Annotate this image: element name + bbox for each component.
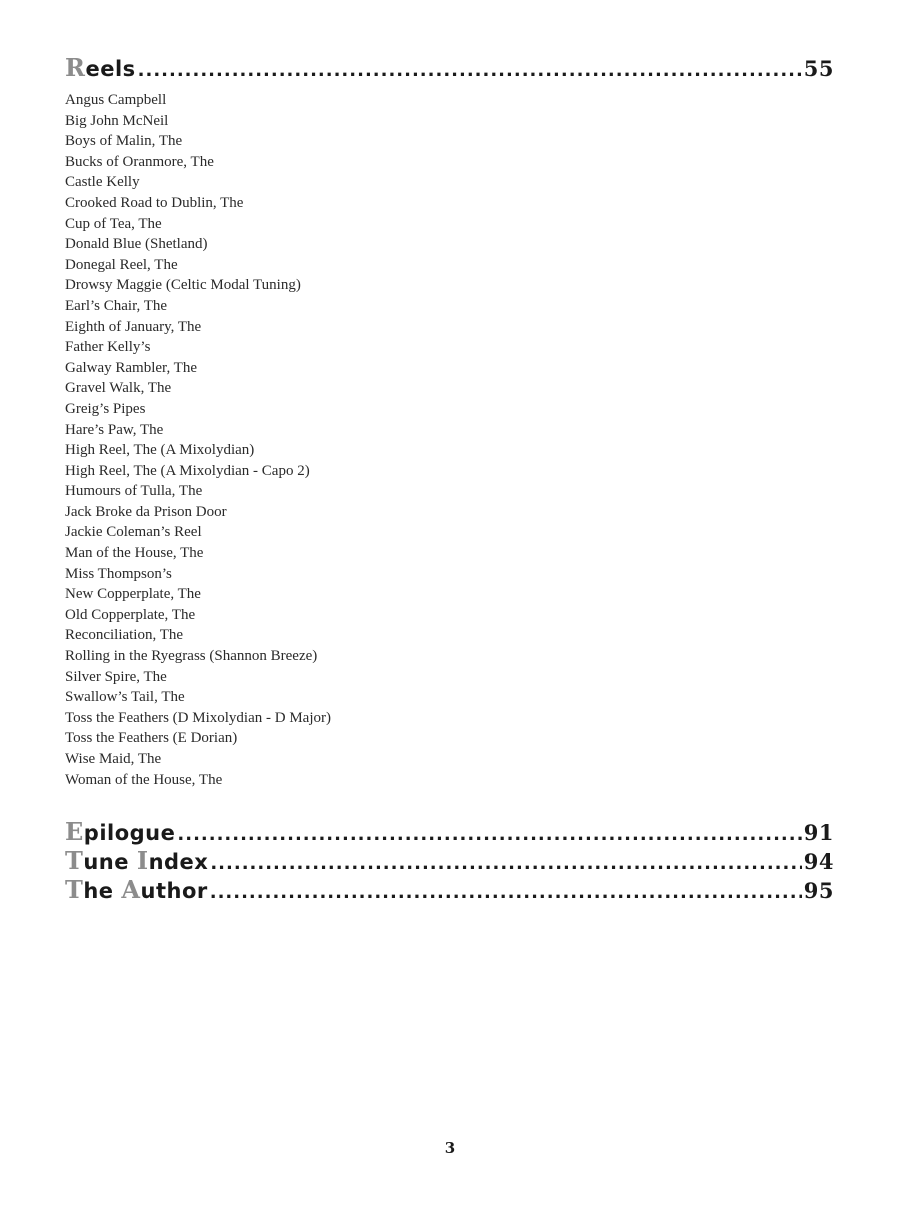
section-page-reels: 55 (803, 56, 834, 81)
tune-list-item[interactable]: Eighth of January, The (65, 318, 202, 335)
tune-list-item[interactable]: Jackie Coleman’s Reel (65, 524, 202, 541)
reels-tune-list (65, 90, 331, 790)
tune-list-item[interactable]: Swallow’s Tail, The (65, 689, 185, 706)
dot-leader (210, 855, 801, 873)
tune-list-item[interactable]: Woman of the House, The (65, 771, 223, 788)
tune-list-item[interactable]: Toss the Feathers (E Dorian) (65, 730, 238, 747)
tune-list-item[interactable]: Miss Thompson’s (65, 565, 172, 582)
tune-list-item[interactable]: Father Kelly’s (65, 339, 151, 356)
tune-list-item[interactable]: Wise Maid, The (65, 751, 162, 767)
section-page-tune-index: 94 (803, 849, 834, 874)
toc-entry-epilogue[interactable] (65, 817, 834, 846)
tune-list-item[interactable]: Greig’s Pipes (65, 400, 146, 417)
tune-list-item[interactable]: Bucks of Oranmore, The (65, 153, 214, 170)
page-number: 3 (444, 1139, 456, 1157)
section-title-epilogue: Epilogue (65, 817, 176, 846)
section-title-reels: Reels (65, 53, 136, 82)
section-title-the-author: The Author (65, 875, 208, 904)
tune-list-item[interactable]: Donald Blue (Shetland) (65, 236, 208, 253)
section-page-the-author: 95 (803, 878, 834, 903)
tune-list-item[interactable]: Crooked Road to Dublin, The (65, 194, 244, 211)
tune-list-item[interactable]: Castle Kelly (65, 174, 140, 191)
tune-list-item[interactable]: Hare’s Paw, The (65, 421, 164, 438)
tune-list-item[interactable]: Drowsy Maggie (Celtic Modal Tuning) (65, 277, 301, 294)
section-page-epilogue: 91 (803, 820, 834, 845)
tune-list-item[interactable]: Donegal Reel, The (65, 256, 178, 273)
tune-list-item[interactable]: Reconciliation, The (65, 627, 184, 644)
tune-list-item[interactable]: Gravel Walk, The (65, 380, 172, 397)
tune-list-item[interactable]: Earl’s Chair, The (65, 297, 168, 314)
toc-entry-tune-index[interactable] (65, 846, 834, 875)
tune-list-item[interactable]: Rolling in the Ryegrass (Shannon Breeze) (65, 648, 318, 665)
tune-list-item[interactable]: Angus Campbell (65, 92, 167, 108)
toc-entry-the-author[interactable] (65, 875, 834, 904)
tune-list-item[interactable]: High Reel, The (A Mixolydian) (65, 442, 255, 459)
tune-list-item[interactable]: Big John McNeil (65, 112, 169, 129)
dot-leader (138, 62, 802, 80)
toc-entry-reels[interactable] (65, 53, 834, 82)
tune-list-item[interactable]: Toss the Feathers (D Mixolydian - D Major) (65, 709, 331, 726)
tune-list-item[interactable]: Man of the House, The (65, 545, 204, 562)
tune-list-item[interactable]: Humours of Tulla, The (65, 483, 203, 500)
tune-list-item[interactable]: Jack Broke da Prison Door (65, 503, 227, 520)
tune-list-item[interactable]: High Reel, The (A Mixolydian - Capo 2) (65, 462, 310, 479)
section-title-tune-index: Tune Index (65, 846, 209, 875)
tune-list-item[interactable]: Cup of Tea, The (65, 215, 162, 232)
dot-leader (210, 884, 802, 902)
tune-list-item[interactable]: Galway Rambler, The (65, 359, 197, 376)
tune-list-item[interactable]: Old Copperplate, The (65, 606, 196, 623)
dot-leader (177, 826, 801, 844)
tune-list-item[interactable]: Silver Spire, The (65, 668, 167, 685)
tune-list-item[interactable]: Boys of Malin, The (65, 133, 183, 150)
tune-list-item[interactable]: New Copperplate, The (65, 586, 201, 603)
